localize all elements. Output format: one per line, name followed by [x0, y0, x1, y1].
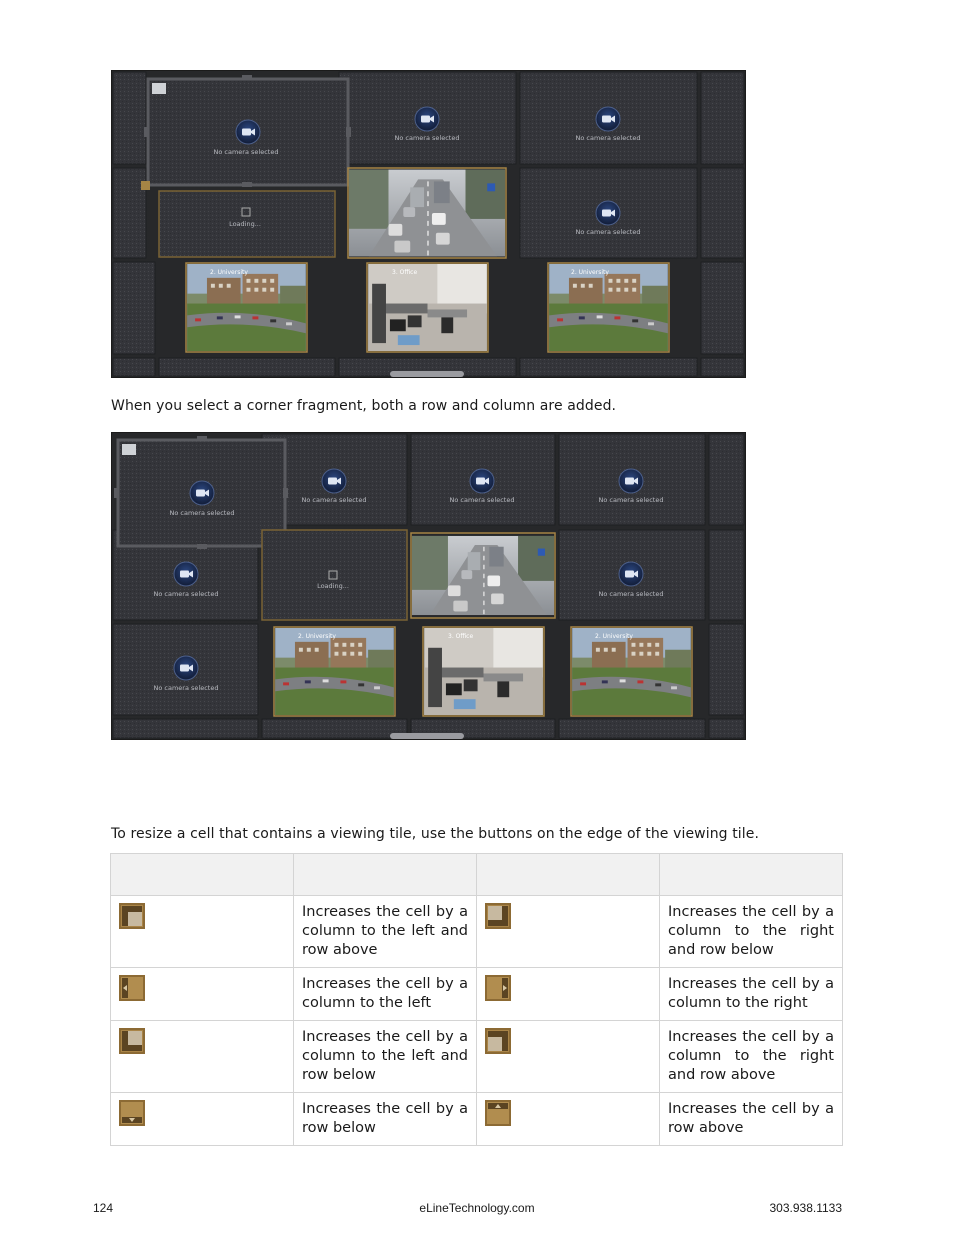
no-camera-label: No camera selected — [153, 590, 219, 598]
university-video-tile — [275, 628, 394, 715]
camera-placeholder-icon — [322, 469, 346, 493]
resize-top-icon — [485, 1100, 511, 1126]
resize-top-right-icon — [485, 1028, 511, 1054]
layout-screenshot-1 — [111, 70, 746, 378]
resize-description: Increases the cell by a row above — [660, 1093, 843, 1146]
caption-resize-cell: To resize a cell that contains a viewing tile, use the buttons on the edge of the viewing tile. — [111, 826, 760, 842]
resize-bottom-right-icon — [485, 903, 511, 929]
no-camera-label: No camera selected — [575, 134, 641, 142]
camera-placeholder-icon — [596, 201, 620, 225]
camera-placeholder-icon — [415, 107, 439, 131]
no-camera-label: No camera selected — [598, 496, 664, 504]
traffic-video-tile — [349, 170, 505, 257]
layout-screenshot-2 — [111, 432, 746, 740]
loading-label: Loading... — [229, 220, 261, 228]
resize-description: Increases the cell by a column to the right — [660, 968, 843, 1021]
table-row — [111, 896, 843, 968]
no-camera-label: No camera selected — [449, 496, 515, 504]
page-number: 124 — [93, 1201, 114, 1215]
resize-buttons-table — [110, 853, 843, 1146]
no-camera-label: No camera selected — [153, 684, 219, 692]
table-header-cell — [111, 854, 294, 896]
university-video-tile — [572, 628, 691, 715]
footer-website: eLineTechnology.com — [419, 1201, 535, 1215]
no-camera-label: No camera selected — [575, 228, 641, 236]
tile-label: 2. University — [298, 633, 336, 640]
camera-placeholder-icon — [174, 656, 198, 680]
resize-description: Increases the cell by a column to the left and row below — [294, 1021, 477, 1093]
table-header-cell — [294, 854, 477, 896]
camera-placeholder-icon — [174, 562, 198, 586]
camera-placeholder-icon — [470, 469, 494, 493]
no-camera-label: No camera selected — [169, 509, 235, 517]
table-row — [111, 1093, 843, 1146]
resize-description: Increases the cell by a column to the right and row above — [660, 1021, 843, 1093]
table-header-cell — [660, 854, 843, 896]
resize-top-left-icon — [119, 903, 145, 929]
caption-corner-fragment: When you select a corner fragment, both a row and column are added. — [111, 398, 617, 414]
camera-placeholder-icon — [190, 481, 214, 505]
tile-label: 3. Office — [448, 633, 474, 640]
university-video-tile — [187, 264, 306, 351]
office-video-tile — [424, 628, 543, 715]
resize-bottom-left-icon — [119, 1028, 145, 1054]
tile-label: 2. University — [210, 269, 248, 276]
loading-label: Loading... — [317, 582, 349, 590]
table-header-cell — [477, 854, 660, 896]
resize-description: Increases the cell by a column to the right and row below — [660, 896, 843, 968]
tile-label: 2. University — [595, 633, 633, 640]
resize-description: Increases the cell by a column to the left — [294, 968, 477, 1021]
resize-left-icon — [119, 975, 145, 1001]
resize-right-icon — [485, 975, 511, 1001]
footer-phone: 303.938.1133 — [769, 1201, 842, 1215]
resize-bottom-icon — [119, 1100, 145, 1126]
tile-label: 2. University — [571, 269, 609, 276]
camera-placeholder-icon — [596, 107, 620, 131]
university-video-tile — [549, 264, 668, 351]
resize-description: Increases the cell by a row below — [294, 1093, 477, 1146]
tile-label: 3. Office — [392, 269, 418, 276]
no-camera-label: No camera selected — [301, 496, 367, 504]
no-camera-label: No camera selected — [213, 148, 279, 156]
office-video-tile — [368, 264, 487, 351]
resize-description: Increases the cell by a column to the left and row above — [294, 896, 477, 968]
camera-placeholder-icon — [236, 120, 260, 144]
no-camera-label: No camera selected — [394, 134, 460, 142]
table-row — [111, 1021, 843, 1093]
traffic-video-tile — [412, 536, 554, 615]
table-header-row — [111, 854, 843, 896]
table-row — [111, 968, 843, 1021]
camera-placeholder-icon — [619, 562, 643, 586]
no-camera-label: No camera selected — [598, 590, 664, 598]
camera-placeholder-icon — [619, 469, 643, 493]
